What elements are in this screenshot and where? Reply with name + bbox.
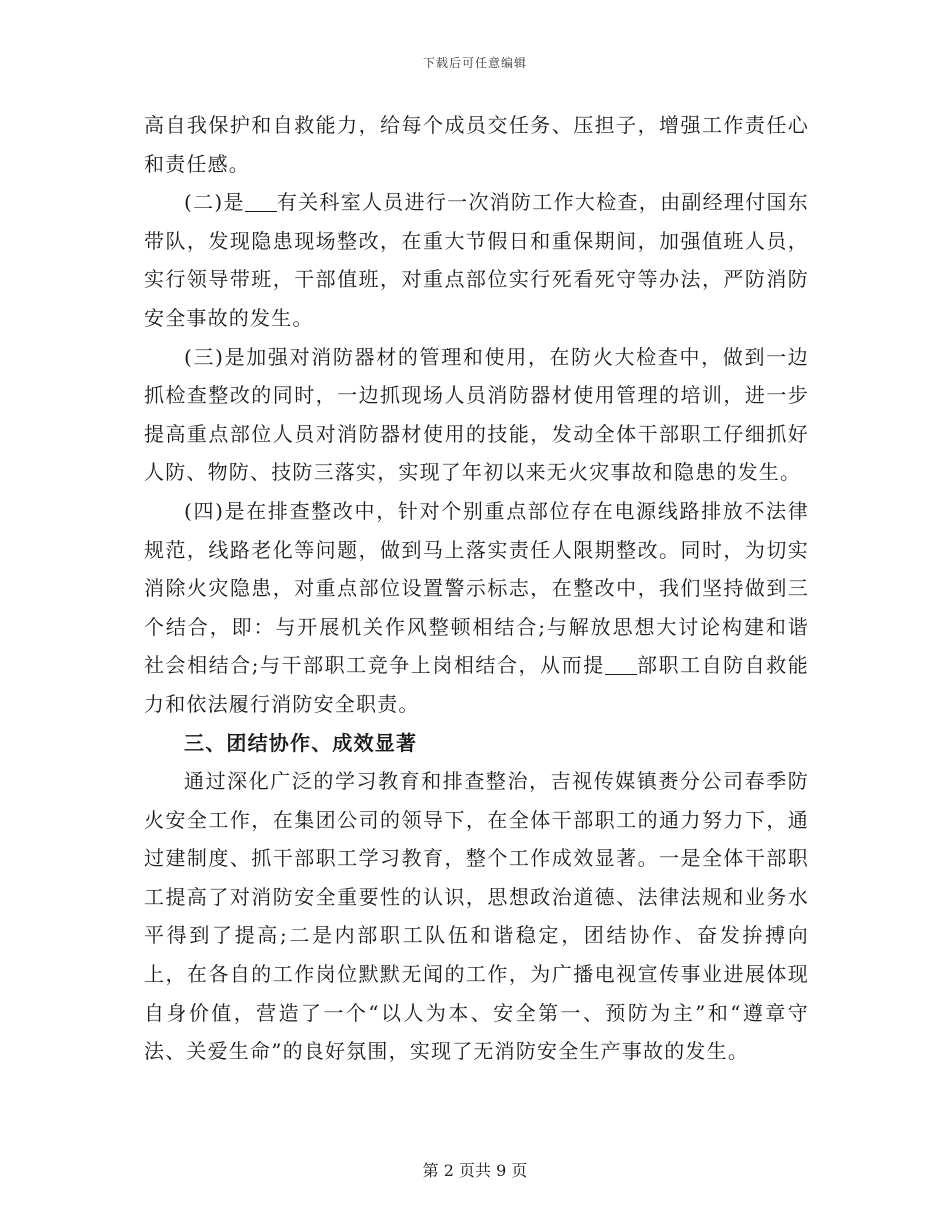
fill-in-blank — [605, 654, 637, 675]
paragraph-4-rest: 部职工自防自救能力和依法履行消防安全职责。 — [144, 653, 809, 716]
paragraph-2-start: (二)是 — [184, 190, 245, 215]
paragraph-4-start: (四)是在排查整改中，针对个别重点部位存在电源线路排放不法律规范，线路老化等问题，做到马上落实责任人限期整改。同时，为切实消除火灾隐患，对重点部位设置警示标志，在整改中，我们坚持做到三个结合，即：与开展机关作风整顿相结合;与解放思想大讨论构建和谐社会相结合;与干部职工竞争上岗相结合，从而提 — [144, 498, 809, 678]
paragraph-5: 通过深化广泛的学习教育和排查整治，吉视传媒镇赉分公司春季防火安全工作，在集团公司的领导下，在全体干部职工的通力努力下，通过建制度、抓干部职工学习教育，整个工作成效显著。一是全体干部职工提高了对消防安全重要性的认识，思想政治道德、法律法规和业务水平得到了提高;二是内部职工队伍和谐稳定，团结协作、奋发拚搏向上，在各自的工作岗位默默无闻的工作，为广播电视宣传事业进展体现自身价值，营造了一个“以人为本、安全第一、预防为主”和“遵章守法、关爱生命”的良好氛围，实现了无消防安全生产事故的发生。 — [144, 769, 809, 1064]
paragraph-4 — [144, 492, 809, 724]
page-header: 下载后可任意编辑 — [422, 56, 527, 70]
paragraph-1: 高自我保护和自救能力，给每个成员交任务、压担子，增强工作责任心和责任感。 — [144, 113, 809, 176]
document-body — [144, 106, 809, 1071]
fill-in-blank — [245, 191, 277, 212]
page-number: 第 2 页共 9 页 — [422, 1161, 528, 1180]
paragraph-2-rest: 有关科室人员进行一次消防工作大检查，由副经理付国东带队，发现隐患现场整改，在重大节假日和重保期间，加强值班人员，实行领导带班，干部值班，对重点部位实行死看死守等办法，严防消防安全事故的发生。 — [144, 190, 810, 330]
section-heading-3: 三、团结协作、成效显著 — [184, 730, 418, 755]
paragraph-3: (三)是加强对消防器材的管理和使用，在防火大检查中，做到一边抓检查整改的同时，一边抓现场人员消防器材使用管理的培训，进一步提高重点部位人员对消防器材使用的技能，发动全体干部职工仔细抓好人防、物防、技防三落实，实现了年初以来无火灾事故和隐患的发生。 — [144, 344, 809, 485]
paragraph-2 — [144, 183, 809, 337]
